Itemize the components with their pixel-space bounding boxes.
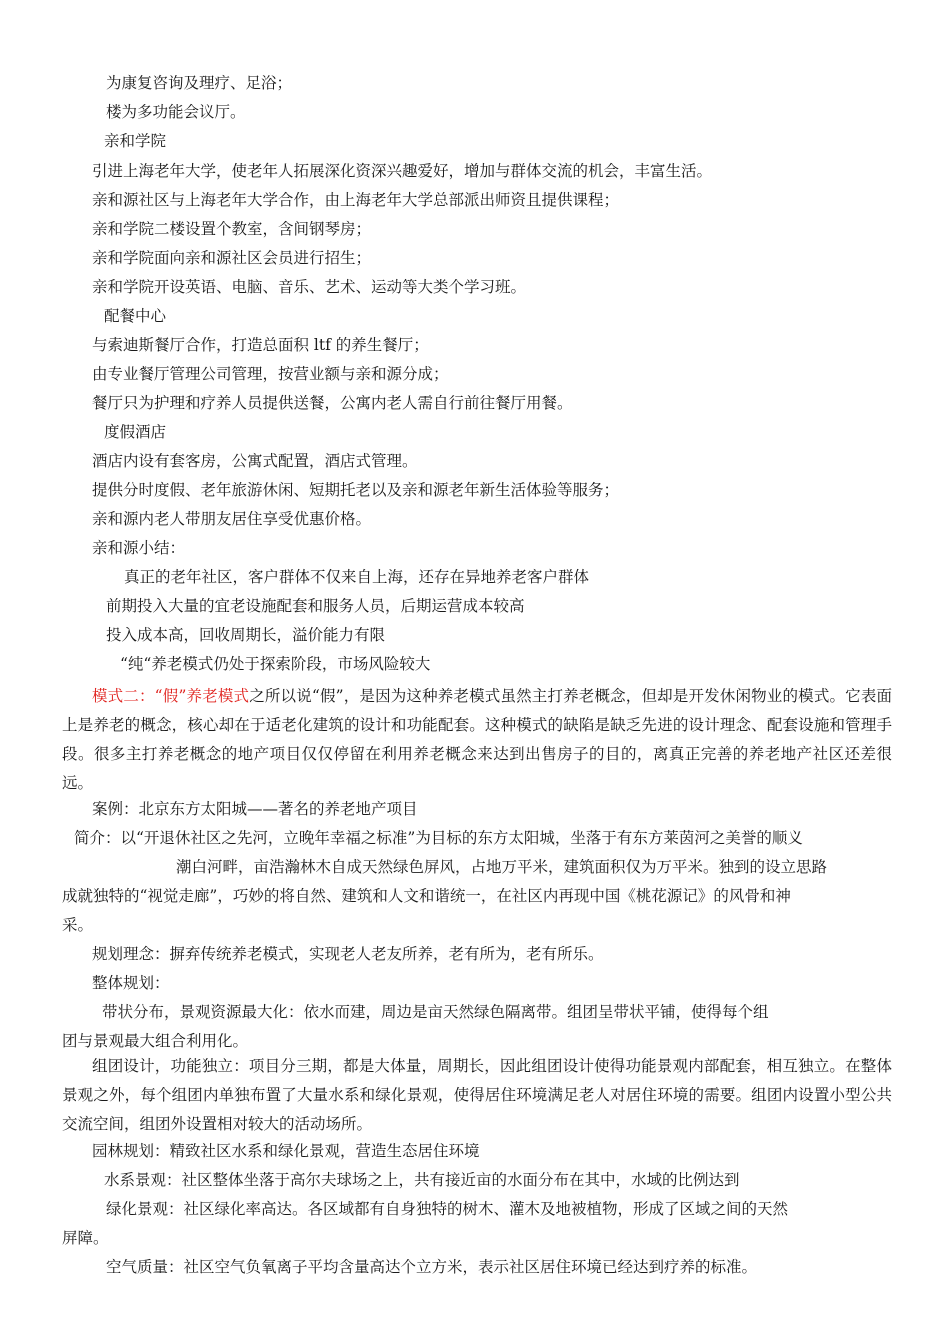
text-line: 亲和学院二楼设置个教室，含间钢琴房； bbox=[92, 220, 372, 238]
text-line: 屏障。 bbox=[62, 1229, 109, 1247]
section-heading-landscape: 园林规划：精致社区水系和绿化景观，营造生态居住环境 bbox=[92, 1142, 480, 1160]
text-line: 团与景观最大组合利用化。 bbox=[62, 1032, 249, 1050]
text-line: 空气质量：社区空气负氧离子平均含量高达个立方米，表示社区居住环境已经达到疗养的标准。 bbox=[106, 1258, 758, 1276]
summary-point: 前期投入大量的宜老设施配套和服务人员，后期运营成本较高 bbox=[106, 597, 525, 615]
text-line: 成就独特的“视觉走廊”，巧妙的将自然、建筑和人文和谐统一，在社区内再现中国《桃花源记》的风骨和神 bbox=[62, 887, 791, 905]
text-line: 亲和学院开设英语、电脑、音乐、艺术、运动等大类个学习班。 bbox=[92, 278, 527, 296]
text-line: 带状分布，景观资源最大化：依水而建，周边是亩天然绿色隔离带。组团呈带状平铺，使得每个组 bbox=[102, 1003, 769, 1021]
text-line: 采。 bbox=[62, 916, 94, 934]
text-line: 潮白河畔，亩浩瀚林木自成天然绿色屏风，占地万平米，建筑面积仅为万平米。独到的设立思路 bbox=[176, 858, 828, 876]
text-line: 简介：以“开退休社区之先河，立晚年幸福之标准”为目标的东方太阳城，坐落于有东方莱茵河之美誉的顺义 bbox=[74, 829, 803, 847]
mode2-body: 之所以说“假”，是因为这种养老模式虽然主打养老概念，但却是开发休闲物业的模式。它表面上是养老的概念，核心却在于适老化建筑的设计和功能配套。这种模式的缺陷是缺乏先进的设计理念、配套设施和管理手段。很多主打养老概念的地产项目仅仅停留在利用养老概念来达到出售房子的目的，离真正完善的养老地产社区还差很远。 bbox=[62, 687, 892, 792]
text-line: 提供分时度假、老年旅游休闲、短期托老以及亲和源老年新生活体验等服务； bbox=[92, 481, 620, 499]
text-line: 餐厅只为护理和疗养人员提供送餐，公寓内老人需自行前往餐厅用餐。 bbox=[92, 394, 573, 412]
text-line: 亲和源社区与上海老年大学合作，由上海老年大学总部派出师资且提供课程； bbox=[92, 191, 620, 209]
mode2-label: 模式二：“假”养老模式 bbox=[92, 687, 250, 705]
text-line: 为康复咨询及理疗、足浴； bbox=[106, 74, 293, 92]
case-heading: 案例：北京东方太阳城——著名的养老地产项目 bbox=[92, 800, 418, 818]
mode2-paragraph bbox=[62, 682, 892, 798]
text-line: 楼为多功能会议厅。 bbox=[106, 103, 246, 121]
text-line: 绿化景观：社区绿化率高达。各区域都有自身独特的树木、灌木及地被植物，形成了区域之间的天然 bbox=[106, 1200, 789, 1218]
text-line: 酒店内设有套客房，公寓式配置，酒店式管理。 bbox=[92, 452, 418, 470]
summary-point: 投入成本高，回收周期长，溢价能力有限 bbox=[106, 626, 386, 644]
text-line: 引进上海老年大学，使老年人拓展深化资深兴趣爱好，增加与群体交流的机会，丰富生活。 bbox=[92, 162, 713, 180]
section-heading-planning: 整体规划： bbox=[92, 974, 170, 992]
text-line: 水系景观：社区整体坐落于高尔夫球场之上，共有接近亩的水面分布在其中，水域的比例达到 bbox=[104, 1171, 740, 1189]
section-heading-hotel: 度假酒店 bbox=[104, 423, 167, 441]
text-line: 亲和学院面向亲和源社区会员进行招生； bbox=[92, 249, 372, 267]
summary-point: 真正的老年社区，客户群体不仅来自上海，还存在异地养老客户群体 bbox=[124, 568, 590, 586]
text-line: 与索迪斯餐厅合作，打造总面积 ltf 的养生餐厅； bbox=[92, 336, 429, 354]
text-line: 亲和源内老人带朋友居住享受优惠价格。 bbox=[92, 510, 372, 528]
summary-point: “纯“养老模式仍处于探索阶段，市场风险较大 bbox=[120, 655, 431, 673]
section-heading-academy: 亲和学院 bbox=[104, 132, 167, 150]
text-line: 规划理念：摒弃传统养老模式，实现老人老友所养，老有所为，老有所乐。 bbox=[92, 945, 604, 963]
text-line: 由专业餐厅管理公司管理，按营业额与亲和源分成； bbox=[92, 365, 449, 383]
section-heading-summary: 亲和源小结： bbox=[92, 539, 186, 557]
group-design-paragraph: 组团设计，功能独立：项目分三期，都是大体量，周期长，因此组团设计使得功能景观内部配套，相互独立。在整体景观之外，每个组团内单独布置了大量水系和绿化景观，使得居住环境满足老人对居住环境的需要。组团内设置小型公共交流空间，组团外设置相对较大的活动场所。 bbox=[62, 1057, 892, 1133]
section-heading-catering: 配餐中心 bbox=[104, 307, 167, 325]
